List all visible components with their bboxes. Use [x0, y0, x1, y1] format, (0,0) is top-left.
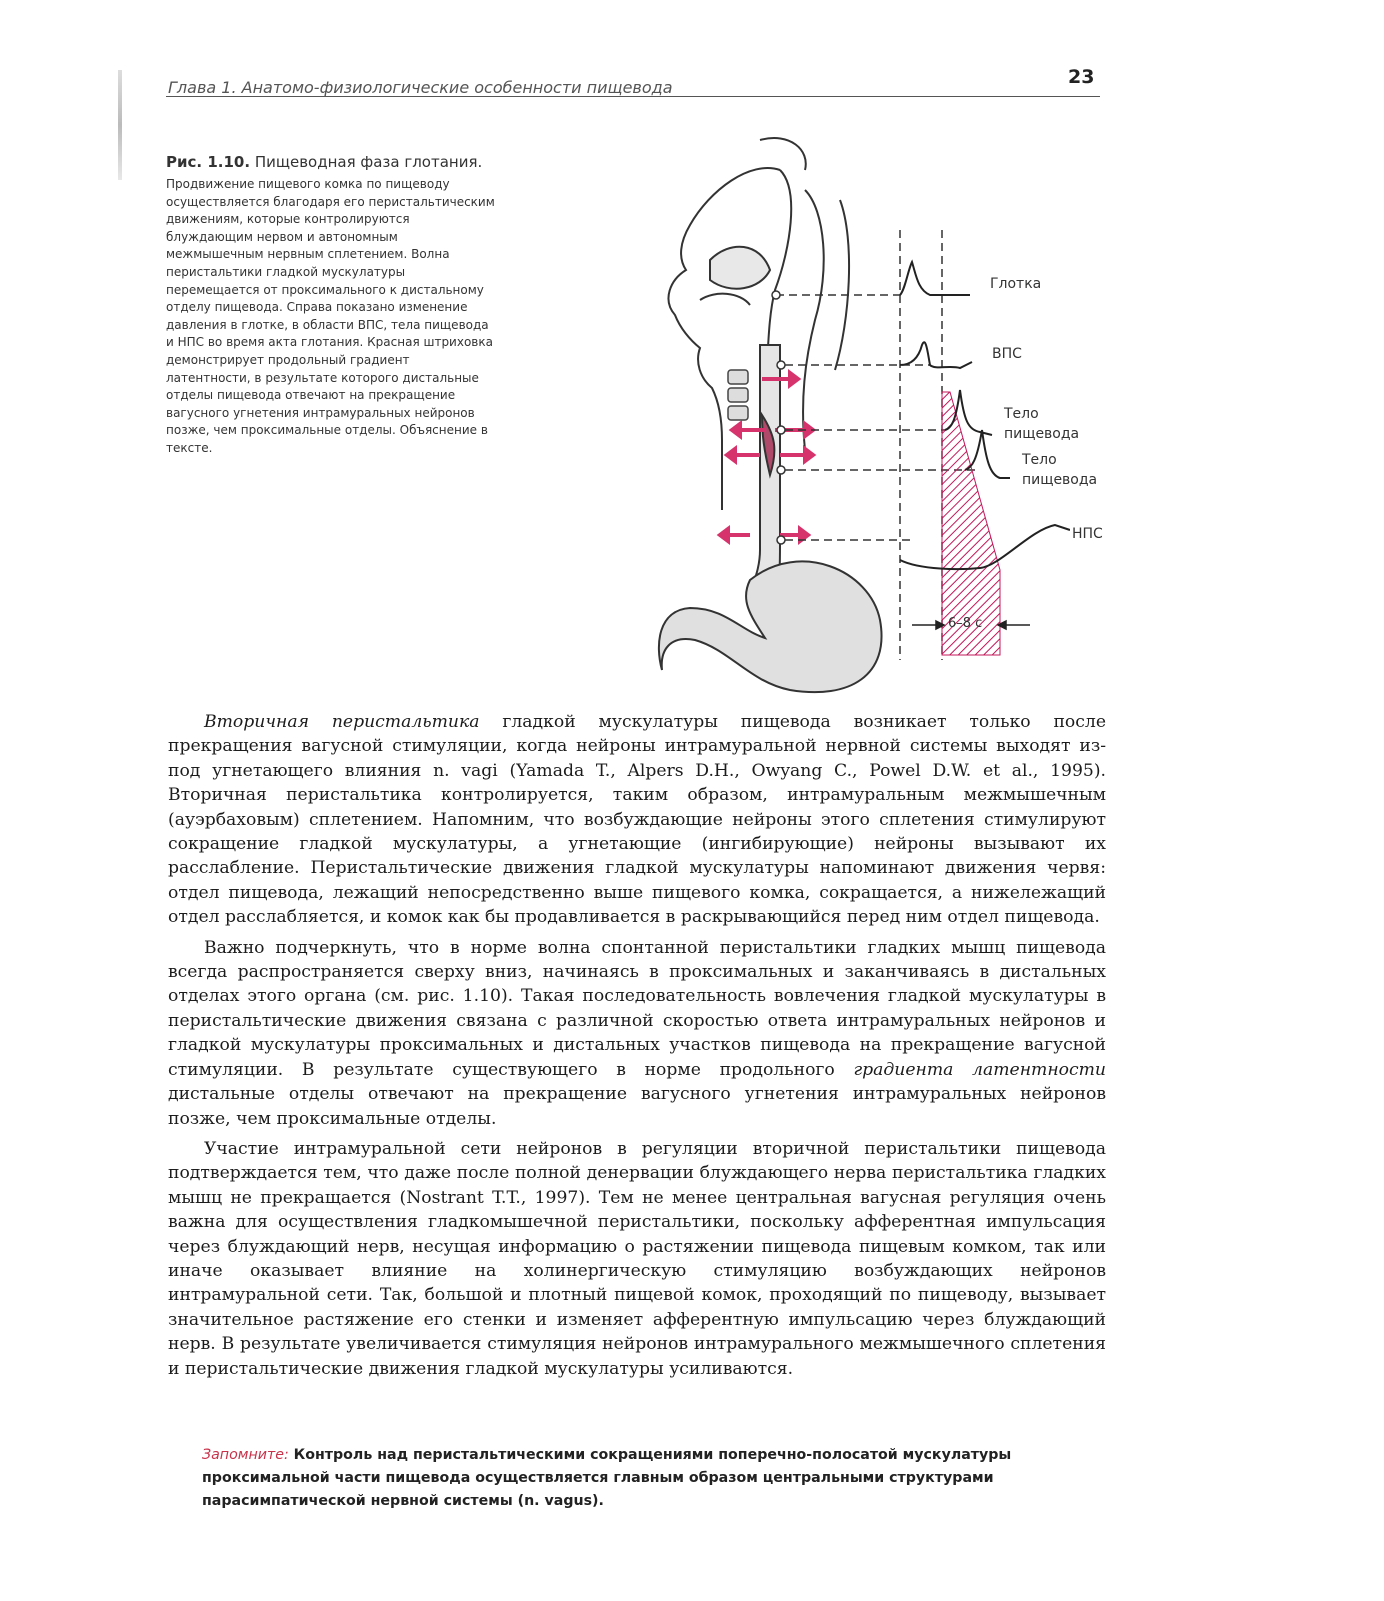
label-les: НПС — [1072, 526, 1103, 542]
paragraph-2: Важно подчеркнуть, что в норме волна спонтанной перистальтики гладких мышц пищевода всегда распространяется сверху вниз, начинаясь в проксимальных и заканчиваясь в дистальных отделах этого органа (см. рис. 1.10). Такая последовательность вовлечения гладкой мускулатуры в перистальтические движения связана с различной скоростью ответа интрамуральных нейронов и гладкой мускулатуры проксимальных и дистальных участков пищевода на прекращение вагусной стимуляции. В результате существующего в норме продольного градиента латентности дистальные отделы отвечают на прекращение вагусного угнетения интрамуральных нейронов позже, чем проксимальные отделы. — [168, 937, 1107, 1129]
body-text — [168, 710, 1106, 1381]
page-edge-shadow — [118, 70, 122, 180]
caption-title — [166, 152, 496, 172]
caption-number: Рис. 1.10. — [166, 153, 251, 171]
caption-body: Продвижение пищевого комка по пищеводу осуществляется благодаря его перистальтическим движениям, которые контролируются блуждающим нервом и автономным межмышечным нервным сплетением. Волна перистальтики гладкой мускулатуры перемещается от проксимального к дистальному отделу пищевода. Справа показано изменение давления в глотке, в области ВПС, тела пищевода и НПС во время акта глотания. Красная штриховка демонстрирует продольный градиент латентности, в результате которого дистальные отделы пищевода отвечают на прекращение вагусного угнетения интрамуральных нейронов позже, чем проксимальные отделы. Объяснение в тексте. — [166, 177, 495, 455]
header-rule — [166, 96, 1100, 97]
esophagus — [750, 345, 780, 595]
caption-title-text: Пищеводная фаза глотания. — [254, 153, 483, 171]
note-text: Контроль над перистальтическими сокращениями поперечно-полосатой мускулатуры проксимальной части пищевода осуществляется главным образом центральными структурами парасимпатической нервной системы (n. vagus). — [202, 1447, 1012, 1509]
paragraph-1: Вторичная перистальтика гладкой мускулатуры пищевода возникает только после прекращения вагусной стимуляции, когда нейроны интрамуральной нервной системы выходят из-под угнетающего влияния n. vagi (Yamada T., Alpers D.H., Owyang C., Powel D.W. et al., 1995). Вторичная перистальтика контролируется, таким образом, интрамуральным межмышечным (ауэрбаховым) сплетением. Напомним, что возбуждающие нейроны этого сплетения стимулируют сокращение гладкой мускулатуры, а угнетающие (ингибирующие) нейроны вызывают их расслабление. Перистальтические движения гладкой мускулатуры напоминают движения червя: отдел пищевода, лежащий непосредственно выше пищевого комка, сокращается, а нижележащий отдел расслабляется, и комок как бы продавливается в раскрывающийся перед ним отдел пищевода. — [168, 712, 1106, 928]
remember-note — [202, 1444, 1082, 1513]
paragraph-3: Участие интрамуральной сети нейронов в регуляции вторичной перистальтики пищевода подтверждается тем, что даже после полной денервации блуждающего нерва перистальтика гладких мышц не прекращается (Nostrant T.T., 1997). Тем не менее центральная вагусная регуляция очень важна для осуществления гладкомышечной перистальтики, поскольку афферентная импульсация через блуждающий нерв, несущая информацию о растяжении пищевода пищевым комком, так или иначе оказывает влияние на холинергическую стимуляцию возбуждающих нейронов интрамуральной сети. Так, большой и плотный пищевой комок, проходящий по пищеводу, вызывает значительное растяжение его стенки и изменяет афферентную импульсацию через блуждающий нерв. В результате увеличивается стимуляция нейронов интрамурального межмышечного сплетения и перистальтические движения гладкой мускулатуры усиливаются. — [168, 1138, 1106, 1379]
running-header: Глава 1. Анатомо-физиологические особенности пищевода — [168, 78, 673, 97]
label-ues: ВПС — [992, 346, 1022, 362]
figure-caption — [166, 152, 496, 458]
page-number: 23 — [1068, 66, 1095, 88]
stomach — [659, 561, 882, 692]
label-pharynx: Глотка — [990, 276, 1042, 292]
label-interval: 6–8 с — [948, 616, 983, 631]
term-latency-gradient: градиента латентности — [853, 1059, 1107, 1080]
figure-swallowing-diagram — [600, 130, 1120, 710]
label-esophageal-body-2: Тело пищевода — [1020, 450, 1120, 490]
cervical-vertebrae — [728, 370, 748, 420]
note-label: Запомните: — [202, 1447, 289, 1463]
label-esophageal-body-1: Тело пищевода — [1002, 404, 1102, 444]
term-secondary-peristalsis: Вторичная перистальтика — [204, 712, 480, 732]
